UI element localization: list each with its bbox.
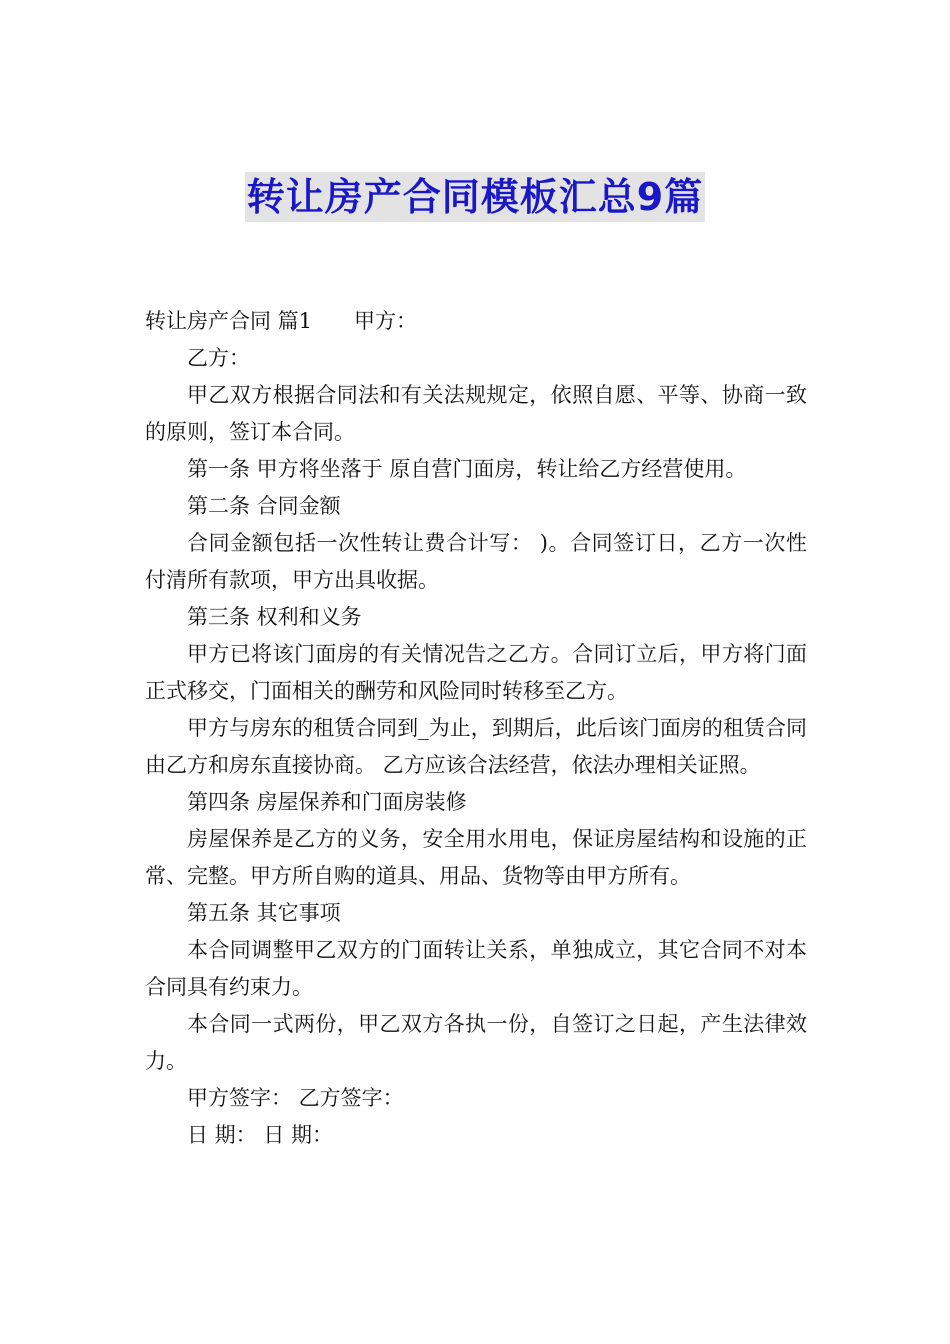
section-heading: 转让房产合同 篇1 xyxy=(145,309,313,333)
paragraph-article-4-body: 房屋保养是乙方的义务，安全用水用电，保证房屋结构和设施的正常、完整。甲方所自购的道具、用品、货物等由甲方所有。 xyxy=(145,827,807,888)
paragraph-article-3-body-2: 甲方与房东的租赁合同到_为止，到期后，此后该门面房的租赁合同由乙方和房东直接协商。 乙方应该合法经营，依法办理相关证照。 xyxy=(145,716,807,777)
paragraph-article-5-body-1: 本合同调整甲乙双方的门面转让关系，单独成立，其它合同不对本合同具有约束力。 xyxy=(145,938,807,999)
document-body xyxy=(145,303,807,1154)
paragraph-signatures: 甲方签字： 乙方签字： xyxy=(187,1086,404,1110)
paragraph-article-3-heading: 第三条 权利和义务 xyxy=(187,605,362,629)
paragraph-preamble: 甲乙双方根据合同法和有关法规规定，依照自愿、平等、协商一致的原则，签订本合同。 xyxy=(145,383,807,444)
first-line xyxy=(145,303,807,340)
paragraph-article-3-body-1: 甲方已将该门面房的有关情况告之乙方。合同订立后，甲方将门面正式移交，门面相关的酬劳和风险同时转移至乙方。 xyxy=(145,642,807,703)
paragraph-article-2-body: 合同金额包括一次性转让费合计写： )。合同签订日，乙方一次性付清所有款项，甲方出具收据。 xyxy=(145,531,807,592)
paragraph-article-5-heading: 第五条 其它事项 xyxy=(187,901,341,925)
paragraph-article-5-body-2: 本合同一式两份，甲乙双方各执一份，自签订之日起，产生法律效力。 xyxy=(145,1012,807,1073)
paragraph-article-1: 第一条 甲方将坐落于 原自营门面房，转让给乙方经营使用。 xyxy=(187,457,747,481)
party-a-label: 甲方： xyxy=(354,309,418,333)
title-container xyxy=(0,172,950,222)
paragraph-party-b: 乙方： xyxy=(187,346,250,370)
paragraph-dates: 日 期： 日 期： xyxy=(187,1123,334,1147)
paragraph-article-4-heading: 第四条 房屋保养和门面房装修 xyxy=(187,790,467,814)
document-title: 转让房产合同模板汇总9篇 xyxy=(245,172,705,222)
paragraph-article-2-heading: 第二条 合同金额 xyxy=(187,494,341,518)
